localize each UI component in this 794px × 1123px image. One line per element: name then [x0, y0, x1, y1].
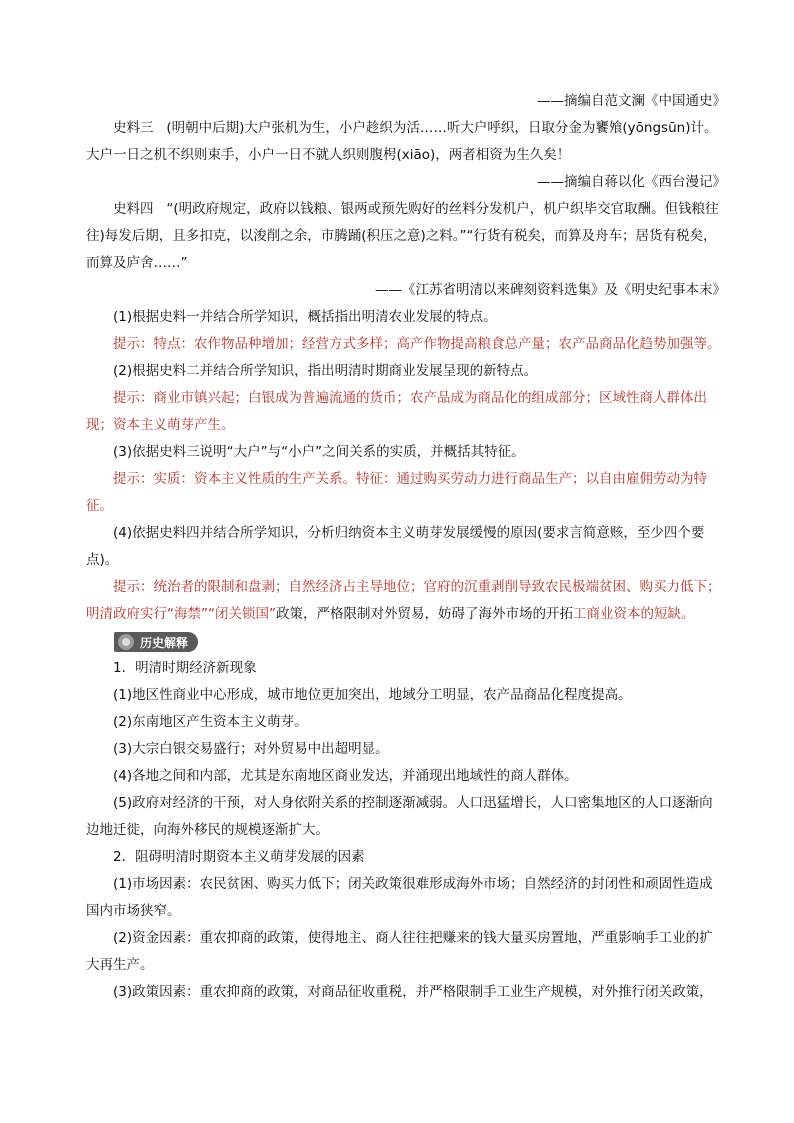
list-item: (2)资金因素：重农抑商的政策，使得地主、商人往往把赚来的钱大量买房置地，严重影响手工业的扩大再生产。	[86, 930, 713, 973]
hint-part: 政策，严格限制对外贸易，妨碍了海外市场的开拓	[276, 606, 573, 622]
source-label: 史料三	[113, 120, 154, 136]
source-citation-3: ——摘编自蒋以化《西台漫记》	[537, 174, 726, 190]
source-text: (明朝中后期)大户张机为生，小户趁织为活……听大户呼织，日取分金为饔飧(yōngsūn)计。大户一日之机不织则束手，小户一日不就人织则腹枵(xiāo)，两者相资为生久矣！	[86, 120, 718, 163]
source-citation-4: ——《江苏省明清以来碑刻资料选集》及《明史纪事本末》	[375, 282, 726, 298]
hint-part: 提示：统治者的限制和盘剥；自然经济占主导地位；官府的沉重剥削导致农民极端贫困、购买力低下；明清政府实行	[86, 579, 721, 622]
source-label: 史料四	[113, 201, 154, 217]
list-item: (2)东南地区产生资本主义萌芽。	[113, 714, 308, 730]
document-page	[86, 88, 726, 1006]
answer-hint-1: 提示：特点：农作物品种增加；经营方式多样；高产作物提高粮食总产量；农产品商品化趋势加强等。	[113, 336, 721, 352]
pencil-circle-icon	[118, 634, 134, 650]
question-1: (1)根据史料一并结合所学知识，概括指出明清农业发展的特点。	[113, 309, 497, 325]
source-material-3	[86, 115, 726, 169]
source-material-4	[86, 196, 726, 277]
source-text: “(明政府规定，政府以钱粮、银两或预先购好的丝料分发机户，机户织毕交官取酬。但钱粮往往)每发后期，且多扣克，以浚削之余，市腾踊(积压之意)之料。”“行货有税矣，而算及舟车；居货有税矣，而算及庐舍……”	[86, 201, 719, 271]
answer-hint-3: 提示：实质：资本主义性质的生产关系。特征：通过购买劳动力进行商品生产；以自由雇佣劳动为特征。	[86, 471, 707, 514]
hint-part: 工商业资本的短缺。	[573, 606, 695, 622]
hint-haijin: “海禁”	[167, 606, 208, 622]
hint-biguan: “闭关锁国”	[208, 606, 276, 622]
list-item: (1)市场因素：农民贫困、购买力低下；闭关政策很难形成海外市场；自然经济的封闭性和顽固性造成国内市场狭窄。	[86, 876, 713, 919]
list-item: (4)各地之间和内部，尤其是东南地区商业发达，并涌现出地域性的商人群体。	[113, 768, 578, 784]
badge-label: 历史解释	[140, 635, 189, 650]
question-4: (4)依据史料四并结合所学知识，分析归纳资本主义萌芽发展缓慢的原因(要求言简意赅，至少四个要点)。	[86, 525, 705, 568]
section-badge	[114, 632, 198, 652]
question-3: (3)依据史料三说明“大户”与“小户”之间关系的实质，并概括其特征。	[113, 444, 525, 460]
section-1-title: 1．明清时期经济新现象	[113, 660, 257, 676]
question-2: (2)根据史料二并结合所学知识，指出明清时期商业发展呈现的新特点。	[113, 363, 538, 379]
section-2-title: 2．阻碍明清时期资本主义萌芽发展的因素	[113, 849, 365, 865]
list-item: (1)地区性商业中心形成，城市地位更加突出，地域分工明显，农产品商品化程度提高。	[113, 687, 632, 703]
answer-hint-4	[86, 574, 726, 628]
answer-hint-2: 提示：商业市镇兴起；白银成为普遍流通的货币；农产品成为商品化的组成部分；区域性商人群体出现；资本主义萌芽产生。	[86, 390, 707, 433]
list-item: (3)政策因素：重农抑商的政策，对商品征收重税，并严格限制手工业生产规模，对外推行闭关政策，	[113, 984, 713, 1000]
list-item: (5)政府对经济的干预，对人身依附关系的控制逐渐减弱。人口迅猛增长，人口密集地区的人口逐渐向边地迁徙，向海外移民的规模逐渐扩大。	[86, 795, 713, 838]
source-citation-1: ——摘编自范文澜《中国通史》	[537, 93, 726, 109]
list-item: (3)大宗白银交易盛行；对外贸易中出超明显。	[113, 741, 389, 757]
